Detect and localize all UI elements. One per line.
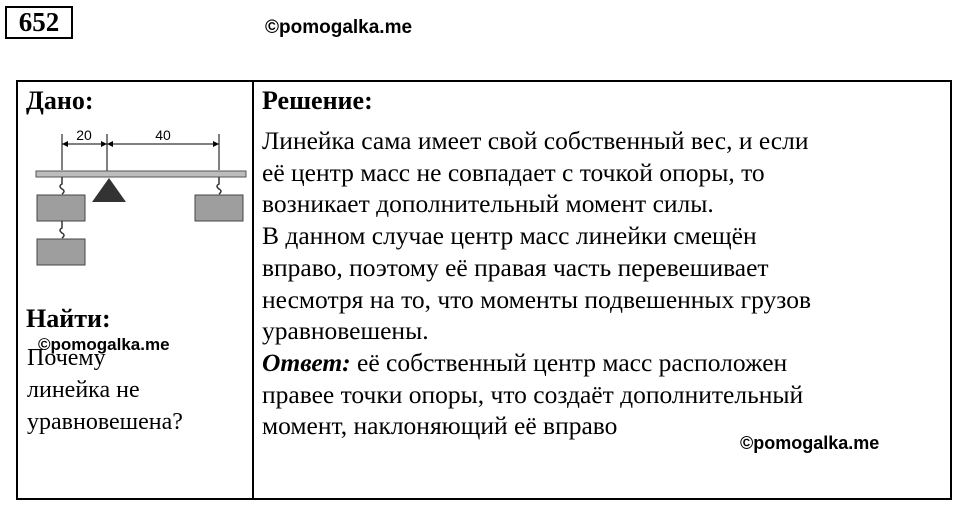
given-column	[18, 82, 252, 498]
solution-line: вправо, поэтому её правая часть перевешивает	[262, 252, 769, 282]
hook	[60, 177, 64, 194]
fulcrum	[92, 178, 126, 202]
question-line: линейка не	[27, 377, 140, 403]
watermark-left: ©pomogalka.me	[38, 335, 170, 354]
ruler	[36, 171, 246, 177]
given-heading: Дано:	[26, 86, 94, 115]
hook	[217, 177, 221, 194]
lever-figure	[32, 122, 250, 292]
dim-arrow	[101, 141, 107, 147]
weight-left-top	[37, 195, 85, 221]
dim-arrow	[62, 141, 68, 147]
question-text	[27, 342, 247, 438]
watermark-right: ©pomogalka.me	[740, 433, 880, 453]
solution-heading: Решение:	[262, 86, 373, 115]
answer-text: её собственный центр масс расположен	[350, 347, 788, 377]
answer-line: момент, наклоняющий её вправо	[262, 411, 618, 441]
solution-line: возникает дополнительный момент силы.	[262, 189, 714, 219]
question-line: Почему	[27, 345, 106, 371]
solution-line: уравновешены.	[262, 316, 429, 346]
question-line: уравновешена?	[27, 409, 183, 435]
weight-right	[195, 195, 243, 221]
hook	[60, 221, 64, 238]
problem-number: 652	[5, 6, 73, 39]
solution-line: Линейка сама имеет свой собственный вес, и если	[262, 126, 809, 155]
dim-arrow	[107, 141, 113, 147]
find-heading: Найти:	[26, 304, 111, 333]
weight-left-bottom	[37, 239, 85, 265]
solution-line: несмотря на то, что моменты подвешенных грузов	[262, 284, 812, 314]
dim-arrow	[213, 141, 219, 147]
solution-line: В данном случае центр масс линейки смещён	[262, 221, 757, 251]
answer-line: правее точки опоры, что создаёт дополнительный	[262, 379, 804, 409]
watermark-top: ©pomogalka.me	[265, 17, 413, 38]
solution-line: её центр масс не совпадает с точкой опоры, то	[262, 157, 765, 187]
answer-label: Ответ:	[262, 347, 351, 377]
answer-line	[262, 347, 942, 379]
solution-text	[262, 125, 942, 442]
dim-left-label: 20	[76, 127, 92, 143]
dim-right-label: 40	[155, 127, 171, 143]
